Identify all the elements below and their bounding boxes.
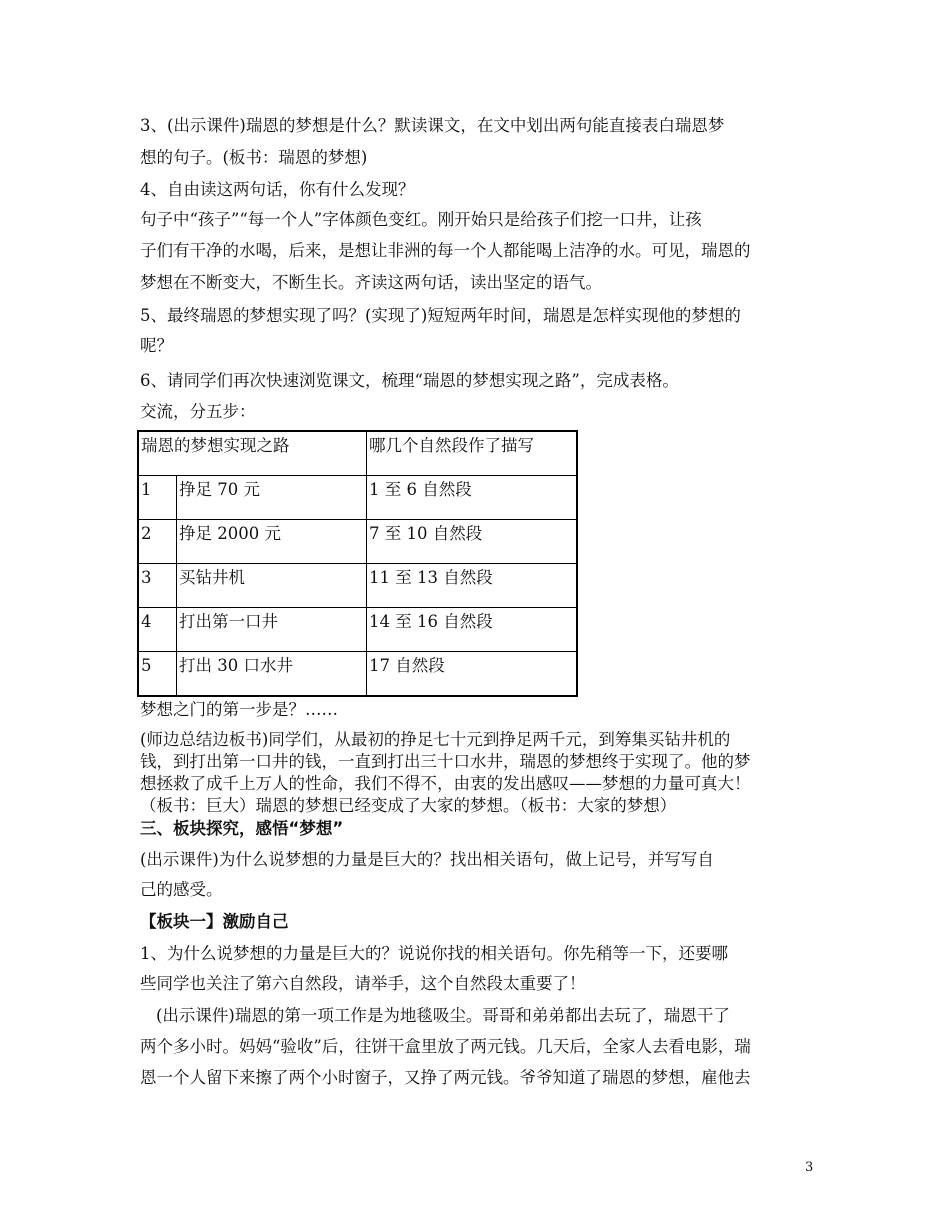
paragraph-range-cell: 17 自然段	[367, 652, 578, 697]
step-number-cell: 4	[138, 608, 177, 652]
block-heading: 【板块一】激励自己	[140, 912, 289, 931]
text-line: (出示课件)瑞恩的第一项工作是为地毯吸尘。哥哥和弟弟都出去玩了，瑞恩干了	[156, 1006, 730, 1025]
text-line: (师边总结边板书)同学们，从最初的挣足七十元到挣足两千元，到筹集买钻井机的	[140, 730, 731, 749]
step-cell: 挣足 2000 元	[177, 520, 367, 564]
text-line: 5、最终瑞恩的梦想实现了吗？(实现了)短短两年时间，瑞恩是怎样实现他的梦想的	[140, 306, 741, 325]
step-number-cell: 5	[138, 652, 177, 697]
text-line: 4、自由读这两句话，你有什么发现？	[140, 180, 415, 199]
text-line: 些同学也关注了第六自然段，请举手，这个自然段太重要了！	[140, 974, 586, 993]
step-cell: 打出 30 口水井	[177, 652, 367, 697]
text-line: 梦想之门的第一步是？……	[140, 700, 338, 719]
step-number-cell: 2	[138, 520, 177, 564]
text-line: 想的句子。(板书：瑞恩的梦想)	[140, 148, 368, 167]
step-number-cell: 3	[138, 564, 177, 608]
text-line: 己的感受。	[140, 880, 223, 899]
text-line: 3、(出示课件)瑞恩的梦想是什么？默读课文，在文中划出两句能直接表白瑞恩梦	[140, 116, 725, 135]
paragraph-range-cell: 1 至 6 自然段	[367, 476, 578, 520]
dream-path-table	[137, 430, 578, 697]
text-line: （板书：巨大）瑞恩的梦想已经变成了大家的梦想。（板书：大家的梦想）	[140, 796, 677, 815]
table-row	[138, 520, 577, 564]
text-line: 两个多小时。妈妈“验收”后，往饼干盒里放了两元钱。几天后，全家人去看电影，瑞	[140, 1037, 751, 1056]
table-row	[138, 608, 577, 652]
paragraph-range-cell: 7 至 10 自然段	[367, 520, 578, 564]
text-line: 钱，到打出第一口井的钱，一直到打出三十口水井，瑞恩的梦想终于实现了。他的梦	[140, 752, 751, 771]
page-number: 3	[805, 1160, 814, 1175]
text-line: 子们有干净的水喝，后来，是想让非洲的每一个人都能喝上洁净的水。可见，瑞恩的	[140, 241, 751, 260]
text-line: 交流，分五步：	[140, 402, 256, 421]
table-header-cell: 哪几个自然段作了描写	[367, 431, 578, 476]
text-line: 恩一个人留下来擦了两个小时窗子，又挣了两元钱。爷爷知道了瑞恩的梦想，雇他去	[140, 1068, 751, 1087]
step-cell: 买钻井机	[177, 564, 367, 608]
step-number-cell: 1	[138, 476, 177, 520]
text-line: (出示课件)为什么说梦想的力量是巨大的？找出相关语句，做上记号，并写写自	[140, 850, 714, 869]
step-cell: 挣足 70 元	[177, 476, 367, 520]
text-line: 呢？	[140, 336, 173, 355]
paragraph-range-cell: 11 至 13 自然段	[367, 564, 578, 608]
step-cell: 打出第一口井	[177, 608, 367, 652]
table-header-row	[138, 431, 577, 476]
text-line: 梦想在不断变大，不断生长。齐读这两句话，读出坚定的语气。	[140, 273, 602, 292]
text-line: 1、为什么说梦想的力量是巨大的？说说你找的相关语句。你先稍等一下，还要哪	[140, 944, 728, 963]
text-line: 6、请同学们再次快速浏览课文，梳理“瑞恩的梦想实现之路”，完成表格。	[140, 371, 679, 390]
section-heading: 三、板块探究，感悟“梦想”	[140, 819, 344, 838]
table-header-cell: 瑞恩的梦想实现之路	[138, 431, 367, 476]
table-row	[138, 476, 577, 520]
paragraph-range-cell: 14 至 16 自然段	[367, 608, 578, 652]
table-row	[138, 652, 577, 697]
text-line: 想拯救了成千上万人的性命，我们不得不，由衷的发出感叹——梦想的力量可真大！	[140, 774, 751, 793]
table-row	[138, 564, 577, 608]
text-line: 句子中“孩子”“每一个人”字体颜色变红。刚开始只是给孩子们挖一口井，让孩	[140, 210, 702, 229]
